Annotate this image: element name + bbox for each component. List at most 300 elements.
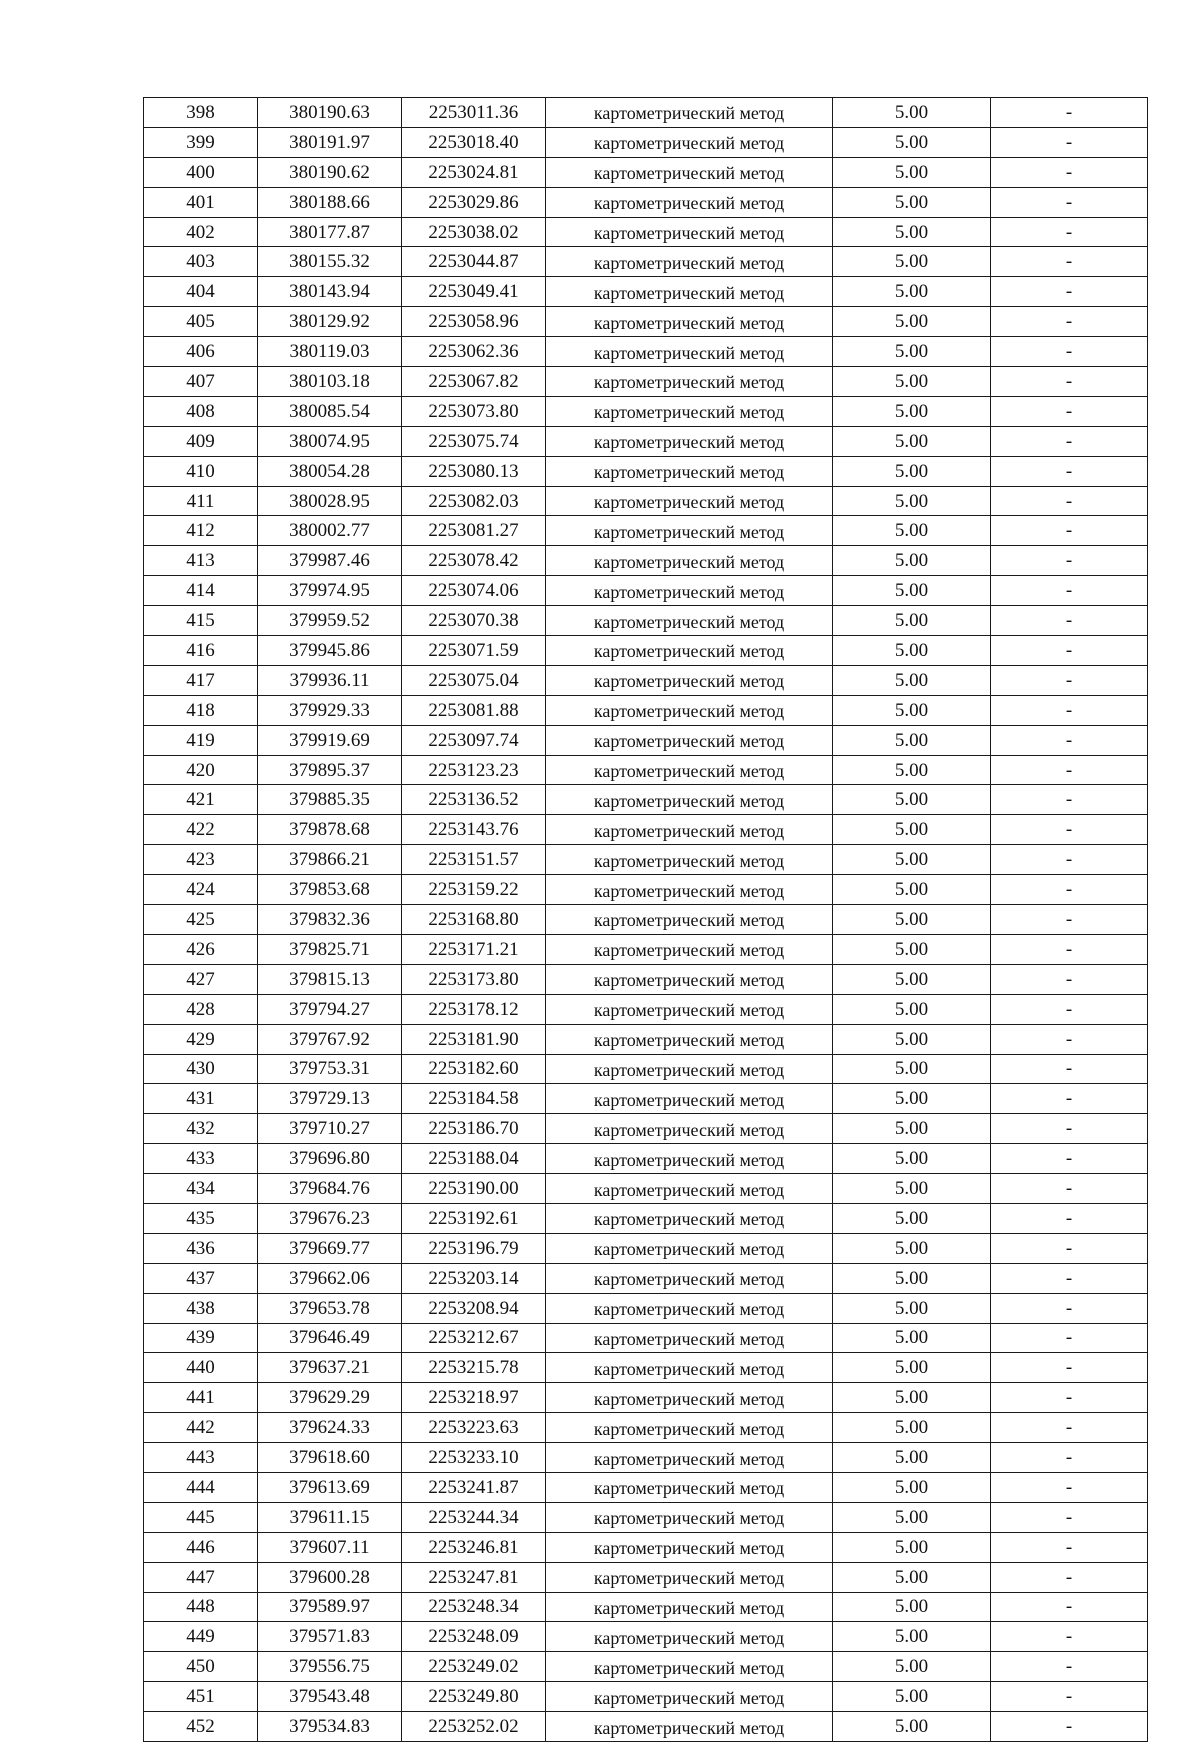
- table-row: [144, 486, 1148, 516]
- method-cell: картометрический метод: [546, 98, 833, 128]
- method-cell: картометрический метод: [546, 815, 833, 845]
- description-cell: -: [991, 396, 1148, 426]
- x-coordinate-cell: 379624.33: [258, 1413, 402, 1443]
- method-cell: картометрический метод: [546, 1383, 833, 1413]
- description-cell: -: [991, 1682, 1148, 1712]
- table-row: [144, 1413, 1148, 1443]
- y-coordinate-cell: 2253171.21: [402, 934, 546, 964]
- table-row: [144, 665, 1148, 695]
- table-row: [144, 98, 1148, 128]
- point-number-cell: 403: [144, 247, 258, 277]
- method-cell: картометрический метод: [546, 1024, 833, 1054]
- y-coordinate-cell: 2253081.27: [402, 516, 546, 546]
- x-coordinate-cell: 379571.83: [258, 1622, 402, 1652]
- accuracy-cell: 5.00: [833, 725, 991, 755]
- description-cell: -: [991, 994, 1148, 1024]
- y-coordinate-cell: 2253248.09: [402, 1622, 546, 1652]
- y-coordinate-cell: 2253233.10: [402, 1443, 546, 1473]
- description-cell: -: [991, 875, 1148, 905]
- point-number-cell: 440: [144, 1353, 258, 1383]
- table-row: [144, 127, 1148, 157]
- description-cell: -: [991, 247, 1148, 277]
- y-coordinate-cell: 2253029.86: [402, 187, 546, 217]
- table-row: [144, 1084, 1148, 1114]
- table-row: [144, 1652, 1148, 1682]
- description-cell: -: [991, 1353, 1148, 1383]
- point-number-cell: 415: [144, 606, 258, 636]
- x-coordinate-cell: 379600.28: [258, 1562, 402, 1592]
- accuracy-cell: 5.00: [833, 606, 991, 636]
- method-cell: картометрический метод: [546, 1293, 833, 1323]
- y-coordinate-cell: 2253136.52: [402, 785, 546, 815]
- method-cell: картометрический метод: [546, 367, 833, 397]
- y-coordinate-cell: 2253038.02: [402, 217, 546, 247]
- x-coordinate-cell: 379684.76: [258, 1174, 402, 1204]
- accuracy-cell: 5.00: [833, 576, 991, 606]
- y-coordinate-cell: 2253044.87: [402, 247, 546, 277]
- x-coordinate-cell: 379929.33: [258, 695, 402, 725]
- x-coordinate-cell: 379832.36: [258, 905, 402, 935]
- point-number-cell: 426: [144, 934, 258, 964]
- table-row: [144, 217, 1148, 247]
- point-number-cell: 421: [144, 785, 258, 815]
- description-cell: -: [991, 456, 1148, 486]
- x-coordinate-cell: 379589.97: [258, 1592, 402, 1622]
- x-coordinate-cell: 380177.87: [258, 217, 402, 247]
- description-cell: -: [991, 636, 1148, 666]
- table-row: [144, 396, 1148, 426]
- y-coordinate-cell: 2253097.74: [402, 725, 546, 755]
- table-row: [144, 307, 1148, 337]
- x-coordinate-cell: 380054.28: [258, 456, 402, 486]
- table-row: [144, 247, 1148, 277]
- x-coordinate-cell: 379556.75: [258, 1652, 402, 1682]
- method-cell: картометрический метод: [546, 486, 833, 516]
- x-coordinate-cell: 379753.31: [258, 1054, 402, 1084]
- accuracy-cell: 5.00: [833, 1712, 991, 1742]
- x-coordinate-cell: 379543.48: [258, 1682, 402, 1712]
- x-coordinate-cell: 379618.60: [258, 1443, 402, 1473]
- x-coordinate-cell: 379987.46: [258, 546, 402, 576]
- description-cell: -: [991, 98, 1148, 128]
- point-number-cell: 448: [144, 1592, 258, 1622]
- y-coordinate-cell: 2253223.63: [402, 1413, 546, 1443]
- accuracy-cell: 5.00: [833, 307, 991, 337]
- y-coordinate-cell: 2253208.94: [402, 1293, 546, 1323]
- description-cell: -: [991, 1712, 1148, 1742]
- y-coordinate-cell: 2253186.70: [402, 1114, 546, 1144]
- description-cell: -: [991, 1293, 1148, 1323]
- y-coordinate-cell: 2253024.81: [402, 157, 546, 187]
- description-cell: -: [991, 1144, 1148, 1174]
- accuracy-cell: 5.00: [833, 636, 991, 666]
- x-coordinate-cell: 380028.95: [258, 486, 402, 516]
- description-cell: -: [991, 934, 1148, 964]
- accuracy-cell: 5.00: [833, 1682, 991, 1712]
- description-cell: -: [991, 1413, 1148, 1443]
- point-number-cell: 425: [144, 905, 258, 935]
- accuracy-cell: 5.00: [833, 1203, 991, 1233]
- y-coordinate-cell: 2253062.36: [402, 337, 546, 367]
- y-coordinate-cell: 2253249.80: [402, 1682, 546, 1712]
- accuracy-cell: 5.00: [833, 247, 991, 277]
- method-cell: картометрический метод: [546, 1114, 833, 1144]
- accuracy-cell: 5.00: [833, 755, 991, 785]
- accuracy-cell: 5.00: [833, 1114, 991, 1144]
- y-coordinate-cell: 2253070.38: [402, 606, 546, 636]
- accuracy-cell: 5.00: [833, 277, 991, 307]
- method-cell: картометрический метод: [546, 1323, 833, 1353]
- point-number-cell: 442: [144, 1413, 258, 1443]
- y-coordinate-cell: 2253173.80: [402, 964, 546, 994]
- point-number-cell: 400: [144, 157, 258, 187]
- description-cell: -: [991, 665, 1148, 695]
- method-cell: картометрический метод: [546, 277, 833, 307]
- method-cell: картометрический метод: [546, 755, 833, 785]
- method-cell: картометрический метод: [546, 1233, 833, 1263]
- x-coordinate-cell: 379767.92: [258, 1024, 402, 1054]
- accuracy-cell: 5.00: [833, 157, 991, 187]
- x-coordinate-cell: 379794.27: [258, 994, 402, 1024]
- point-number-cell: 417: [144, 665, 258, 695]
- description-cell: -: [991, 426, 1148, 456]
- y-coordinate-cell: 2253071.59: [402, 636, 546, 666]
- y-coordinate-cell: 2253075.04: [402, 665, 546, 695]
- x-coordinate-cell: 379676.23: [258, 1203, 402, 1233]
- x-coordinate-cell: 379613.69: [258, 1472, 402, 1502]
- point-number-cell: 407: [144, 367, 258, 397]
- point-number-cell: 398: [144, 98, 258, 128]
- point-number-cell: 414: [144, 576, 258, 606]
- x-coordinate-cell: 380119.03: [258, 337, 402, 367]
- x-coordinate-cell: 379945.86: [258, 636, 402, 666]
- description-cell: -: [991, 1562, 1148, 1592]
- method-cell: картометрический метод: [546, 1652, 833, 1682]
- method-cell: картометрический метод: [546, 1054, 833, 1084]
- accuracy-cell: 5.00: [833, 1592, 991, 1622]
- table-row: [144, 1054, 1148, 1084]
- method-cell: картометрический метод: [546, 1502, 833, 1532]
- table-row: [144, 576, 1148, 606]
- point-number-cell: 406: [144, 337, 258, 367]
- table-row: [144, 1502, 1148, 1532]
- method-cell: картометрический метод: [546, 307, 833, 337]
- table-row: [144, 1383, 1148, 1413]
- y-coordinate-cell: 2253168.80: [402, 905, 546, 935]
- y-coordinate-cell: 2253192.61: [402, 1203, 546, 1233]
- accuracy-cell: 5.00: [833, 1084, 991, 1114]
- method-cell: картометрический метод: [546, 217, 833, 247]
- table-row: [144, 725, 1148, 755]
- accuracy-cell: 5.00: [833, 665, 991, 695]
- point-number-cell: 435: [144, 1203, 258, 1233]
- point-number-cell: 451: [144, 1682, 258, 1712]
- point-number-cell: 443: [144, 1443, 258, 1473]
- y-coordinate-cell: 2253196.79: [402, 1233, 546, 1263]
- y-coordinate-cell: 2253212.67: [402, 1323, 546, 1353]
- accuracy-cell: 5.00: [833, 964, 991, 994]
- description-cell: -: [991, 815, 1148, 845]
- method-cell: картометрический метод: [546, 1413, 833, 1443]
- method-cell: картометрический метод: [546, 606, 833, 636]
- table-row: [144, 815, 1148, 845]
- accuracy-cell: 5.00: [833, 217, 991, 247]
- accuracy-cell: 5.00: [833, 1293, 991, 1323]
- y-coordinate-cell: 2253249.02: [402, 1652, 546, 1682]
- method-cell: картометрический метод: [546, 1592, 833, 1622]
- method-cell: картометрический метод: [546, 1712, 833, 1742]
- table-row: [144, 934, 1148, 964]
- accuracy-cell: 5.00: [833, 337, 991, 367]
- table-row: [144, 277, 1148, 307]
- point-number-cell: 434: [144, 1174, 258, 1204]
- accuracy-cell: 5.00: [833, 1532, 991, 1562]
- method-cell: картометрический метод: [546, 636, 833, 666]
- description-cell: -: [991, 277, 1148, 307]
- point-number-cell: 429: [144, 1024, 258, 1054]
- x-coordinate-cell: 379729.13: [258, 1084, 402, 1114]
- table-row: [144, 1622, 1148, 1652]
- x-coordinate-cell: 379637.21: [258, 1353, 402, 1383]
- description-cell: -: [991, 337, 1148, 367]
- accuracy-cell: 5.00: [833, 1652, 991, 1682]
- table-row: [144, 1353, 1148, 1383]
- coordinates-table-body: [144, 98, 1148, 1742]
- description-cell: -: [991, 486, 1148, 516]
- table-row: [144, 1712, 1148, 1742]
- method-cell: картометрический метод: [546, 1174, 833, 1204]
- y-coordinate-cell: 2253123.23: [402, 755, 546, 785]
- description-cell: -: [991, 695, 1148, 725]
- y-coordinate-cell: 2253159.22: [402, 875, 546, 905]
- y-coordinate-cell: 2253058.96: [402, 307, 546, 337]
- table-row: [144, 785, 1148, 815]
- method-cell: картометрический метод: [546, 247, 833, 277]
- x-coordinate-cell: 379607.11: [258, 1532, 402, 1562]
- y-coordinate-cell: 2253252.02: [402, 1712, 546, 1742]
- description-cell: -: [991, 1323, 1148, 1353]
- x-coordinate-cell: 380191.97: [258, 127, 402, 157]
- y-coordinate-cell: 2253018.40: [402, 127, 546, 157]
- accuracy-cell: 5.00: [833, 695, 991, 725]
- accuracy-cell: 5.00: [833, 1562, 991, 1592]
- method-cell: картометрический метод: [546, 1263, 833, 1293]
- point-number-cell: 424: [144, 875, 258, 905]
- x-coordinate-cell: 379710.27: [258, 1114, 402, 1144]
- x-coordinate-cell: 379611.15: [258, 1502, 402, 1532]
- y-coordinate-cell: 2253246.81: [402, 1532, 546, 1562]
- point-number-cell: 430: [144, 1054, 258, 1084]
- method-cell: картометрический метод: [546, 456, 833, 486]
- x-coordinate-cell: 379662.06: [258, 1263, 402, 1293]
- table-row: [144, 1203, 1148, 1233]
- x-coordinate-cell: 380103.18: [258, 367, 402, 397]
- accuracy-cell: 5.00: [833, 486, 991, 516]
- y-coordinate-cell: 2253080.13: [402, 456, 546, 486]
- description-cell: -: [991, 845, 1148, 875]
- x-coordinate-cell: 380143.94: [258, 277, 402, 307]
- y-coordinate-cell: 2253151.57: [402, 845, 546, 875]
- y-coordinate-cell: 2253247.81: [402, 1562, 546, 1592]
- y-coordinate-cell: 2253181.90: [402, 1024, 546, 1054]
- point-number-cell: 427: [144, 964, 258, 994]
- accuracy-cell: 5.00: [833, 1622, 991, 1652]
- x-coordinate-cell: 379669.77: [258, 1233, 402, 1263]
- table-row: [144, 1323, 1148, 1353]
- accuracy-cell: 5.00: [833, 994, 991, 1024]
- method-cell: картометрический метод: [546, 875, 833, 905]
- method-cell: картометрический метод: [546, 665, 833, 695]
- point-number-cell: 404: [144, 277, 258, 307]
- point-number-cell: 416: [144, 636, 258, 666]
- point-number-cell: 445: [144, 1502, 258, 1532]
- description-cell: -: [991, 367, 1148, 397]
- y-coordinate-cell: 2253073.80: [402, 396, 546, 426]
- accuracy-cell: 5.00: [833, 1233, 991, 1263]
- point-number-cell: 438: [144, 1293, 258, 1323]
- description-cell: -: [991, 1203, 1148, 1233]
- table-row: [144, 1263, 1148, 1293]
- x-coordinate-cell: 379653.78: [258, 1293, 402, 1323]
- y-coordinate-cell: 2253081.88: [402, 695, 546, 725]
- x-coordinate-cell: 380129.92: [258, 307, 402, 337]
- x-coordinate-cell: 379919.69: [258, 725, 402, 755]
- point-number-cell: 428: [144, 994, 258, 1024]
- accuracy-cell: 5.00: [833, 1502, 991, 1532]
- point-number-cell: 411: [144, 486, 258, 516]
- y-coordinate-cell: 2253078.42: [402, 546, 546, 576]
- point-number-cell: 447: [144, 1562, 258, 1592]
- description-cell: -: [991, 1024, 1148, 1054]
- method-cell: картометрический метод: [546, 1682, 833, 1712]
- accuracy-cell: 5.00: [833, 1263, 991, 1293]
- description-cell: -: [991, 157, 1148, 187]
- description-cell: -: [991, 1622, 1148, 1652]
- description-cell: -: [991, 1502, 1148, 1532]
- method-cell: картометрический метод: [546, 426, 833, 456]
- table-row: [144, 187, 1148, 217]
- table-row: [144, 1114, 1148, 1144]
- description-cell: -: [991, 217, 1148, 247]
- y-coordinate-cell: 2253215.78: [402, 1353, 546, 1383]
- method-cell: картометрический метод: [546, 546, 833, 576]
- point-number-cell: 408: [144, 396, 258, 426]
- method-cell: картометрический метод: [546, 576, 833, 606]
- table-row: [144, 516, 1148, 546]
- x-coordinate-cell: 379646.49: [258, 1323, 402, 1353]
- x-coordinate-cell: 379895.37: [258, 755, 402, 785]
- method-cell: картометрический метод: [546, 157, 833, 187]
- table-row: [144, 367, 1148, 397]
- y-coordinate-cell: 2253074.06: [402, 576, 546, 606]
- point-number-cell: 446: [144, 1532, 258, 1562]
- table-row: [144, 337, 1148, 367]
- point-number-cell: 432: [144, 1114, 258, 1144]
- description-cell: -: [991, 755, 1148, 785]
- y-coordinate-cell: 2253082.03: [402, 486, 546, 516]
- x-coordinate-cell: 379878.68: [258, 815, 402, 845]
- y-coordinate-cell: 2253011.36: [402, 98, 546, 128]
- y-coordinate-cell: 2253075.74: [402, 426, 546, 456]
- description-cell: -: [991, 964, 1148, 994]
- method-cell: картометрический метод: [546, 1353, 833, 1383]
- accuracy-cell: 5.00: [833, 98, 991, 128]
- point-number-cell: 420: [144, 755, 258, 785]
- description-cell: -: [991, 1263, 1148, 1293]
- accuracy-cell: 5.00: [833, 1443, 991, 1473]
- description-cell: -: [991, 1084, 1148, 1114]
- table-row: [144, 636, 1148, 666]
- y-coordinate-cell: 2253188.04: [402, 1144, 546, 1174]
- table-row: [144, 426, 1148, 456]
- table-row: [144, 1144, 1148, 1174]
- accuracy-cell: 5.00: [833, 934, 991, 964]
- table-row: [144, 1174, 1148, 1204]
- description-cell: -: [991, 187, 1148, 217]
- point-number-cell: 452: [144, 1712, 258, 1742]
- description-cell: -: [991, 1233, 1148, 1263]
- table-row: [144, 905, 1148, 935]
- accuracy-cell: 5.00: [833, 875, 991, 905]
- accuracy-cell: 5.00: [833, 1054, 991, 1084]
- point-number-cell: 402: [144, 217, 258, 247]
- method-cell: картометрический метод: [546, 516, 833, 546]
- table-row: [144, 1293, 1148, 1323]
- method-cell: картометрический метод: [546, 396, 833, 426]
- x-coordinate-cell: 379629.29: [258, 1383, 402, 1413]
- x-coordinate-cell: 379959.52: [258, 606, 402, 636]
- description-cell: -: [991, 1652, 1148, 1682]
- point-number-cell: 419: [144, 725, 258, 755]
- table-row: [144, 606, 1148, 636]
- x-coordinate-cell: 380190.63: [258, 98, 402, 128]
- method-cell: картометрический метод: [546, 1472, 833, 1502]
- table-row: [144, 1024, 1148, 1054]
- point-number-cell: 401: [144, 187, 258, 217]
- x-coordinate-cell: 379815.13: [258, 964, 402, 994]
- accuracy-cell: 5.00: [833, 845, 991, 875]
- x-coordinate-cell: 379853.68: [258, 875, 402, 905]
- y-coordinate-cell: 2253248.34: [402, 1592, 546, 1622]
- y-coordinate-cell: 2253244.34: [402, 1502, 546, 1532]
- y-coordinate-cell: 2253190.00: [402, 1174, 546, 1204]
- point-number-cell: 422: [144, 815, 258, 845]
- point-number-cell: 399: [144, 127, 258, 157]
- table-row: [144, 994, 1148, 1024]
- table-row: [144, 695, 1148, 725]
- x-coordinate-cell: 379885.35: [258, 785, 402, 815]
- table-row: [144, 157, 1148, 187]
- description-cell: -: [991, 546, 1148, 576]
- table-row: [144, 546, 1148, 576]
- table-row: [144, 1682, 1148, 1712]
- point-number-cell: 441: [144, 1383, 258, 1413]
- table-row: [144, 1592, 1148, 1622]
- x-coordinate-cell: 379936.11: [258, 665, 402, 695]
- point-number-cell: 437: [144, 1263, 258, 1293]
- description-cell: -: [991, 1472, 1148, 1502]
- method-cell: картометрический метод: [546, 1532, 833, 1562]
- table-row: [144, 845, 1148, 875]
- x-coordinate-cell: 380188.66: [258, 187, 402, 217]
- point-number-cell: 418: [144, 695, 258, 725]
- table-row: [144, 1532, 1148, 1562]
- accuracy-cell: 5.00: [833, 516, 991, 546]
- method-cell: картометрический метод: [546, 785, 833, 815]
- x-coordinate-cell: 380085.54: [258, 396, 402, 426]
- x-coordinate-cell: 379866.21: [258, 845, 402, 875]
- accuracy-cell: 5.00: [833, 367, 991, 397]
